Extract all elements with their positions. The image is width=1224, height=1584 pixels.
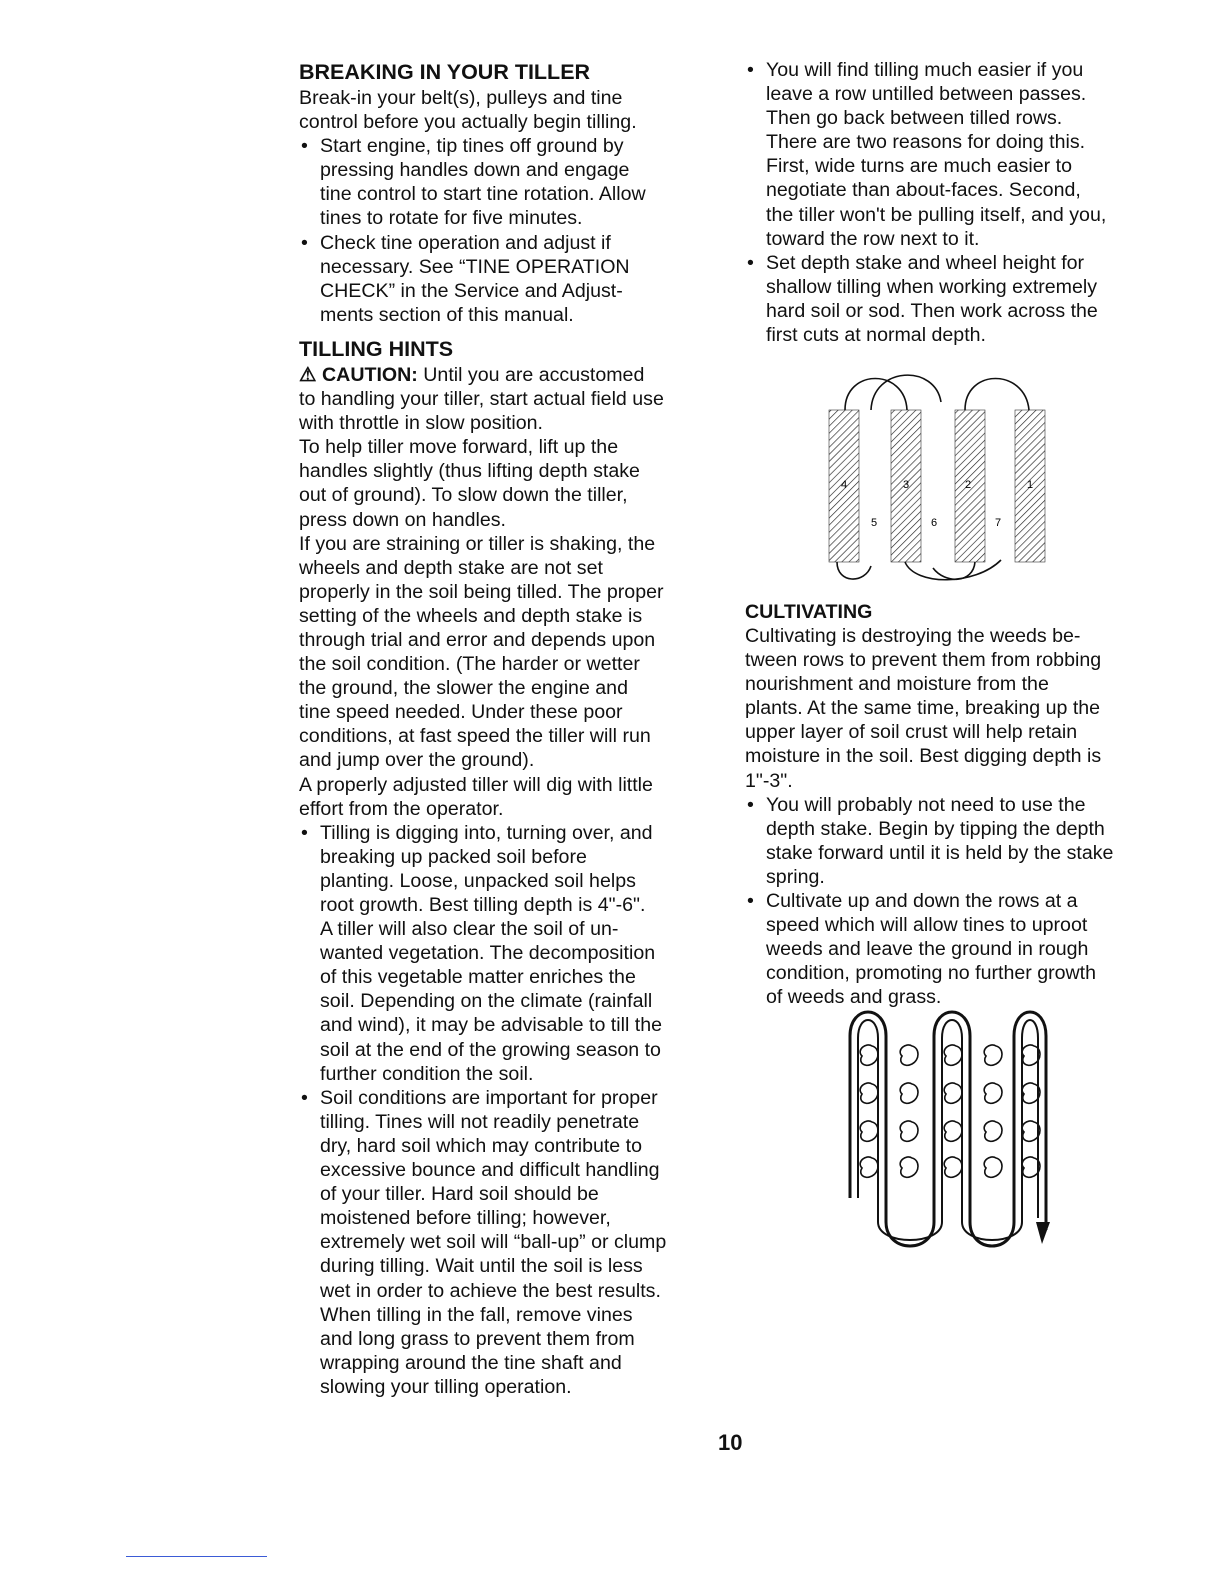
tilling-pattern-diagram — [815, 362, 1055, 588]
line: root growth. Best tilling depth is 4"-6". — [320, 894, 646, 916]
line: further condition the soil. — [320, 1062, 534, 1085]
line: spring. — [766, 865, 825, 888]
line: Break-in your belt(s), pulleys and tine — [299, 87, 623, 109]
line: CHECK” in the Service and Adjust- — [320, 279, 623, 302]
heading-breaking-in: BREAKING IN YOUR TILLER — [299, 60, 591, 84]
line: the tiller won't be pulling itself, and you, — [766, 203, 1107, 226]
line: soil at the end of the growing season to — [320, 1038, 661, 1061]
line: Soil conditions are important for proper — [320, 1086, 658, 1109]
line: tween rows to prevent them from robbing — [745, 649, 1102, 672]
line: conditions, at fast speed the tiller will run — [299, 725, 651, 748]
line: stake forward until it is held by the stake — [766, 841, 1114, 864]
page-number: 10 — [718, 1430, 743, 1455]
line: toward the row next to it. — [766, 227, 980, 250]
line: tilling. Tines will not readily penetrate — [320, 1110, 640, 1133]
line: plants. At the same time, breaking up the — [745, 697, 1101, 720]
line: Until you are accustomed — [423, 363, 645, 386]
line: breaking up packed soil before — [320, 845, 587, 868]
line: upper layer of soil crust will help retain — [745, 721, 1078, 744]
turn-arrow — [905, 560, 1001, 580]
line: setting of the wheels and depth stake is — [299, 604, 643, 627]
line: extremely wet soil will “ball-up” or clump — [320, 1231, 667, 1254]
line: nourishment and moisture from the — [745, 673, 1049, 696]
breakin-bullet-check-tine — [299, 231, 719, 327]
line: depth stake. Begin by tipping the depth — [766, 817, 1105, 840]
line: wrapping around the tine shaft and — [320, 1351, 622, 1374]
line: moisture in the soil. Best digging depth is — [745, 745, 1102, 768]
line: moistened before tilling; however, — [320, 1207, 611, 1230]
turn-arrow — [965, 379, 1029, 411]
line: tine speed needed. Under these poor — [299, 701, 623, 724]
line: through trial and error and depends upon — [299, 628, 656, 651]
arrow-head — [1036, 1222, 1050, 1244]
line: and jump over the ground). — [299, 749, 535, 772]
line: with throttle in slow position. — [299, 412, 543, 435]
line: leave a row untilled between passes. — [766, 83, 1087, 106]
row-number-label: 6 — [931, 517, 938, 529]
line: the soil condition. (The harder or wetter — [299, 653, 640, 676]
line: first cuts at normal depth. — [766, 324, 986, 347]
line: Check tine operation and adjust if — [320, 231, 611, 254]
warning-triangle-icon: ⚠ — [299, 363, 317, 386]
breakin-bullet-start-engine — [299, 134, 719, 230]
line: handles slightly (thus lifting depth stake — [299, 460, 640, 483]
line: of weeds and grass. — [766, 986, 942, 1009]
line: To help tiller move forward, lift up the — [299, 436, 619, 459]
row-number-label: 2 — [965, 479, 972, 491]
line: excessive bounce and difficult handling — [320, 1159, 660, 1182]
line: necessary. See “TINE OPERATION — [320, 255, 630, 278]
line: out of ground). To slow down the tiller, — [299, 484, 628, 507]
line: You will find tilling much easier if you — [766, 59, 1084, 81]
line: slowing your tilling operation. — [320, 1375, 572, 1398]
line: A tiller will also clear the soil of un- — [320, 918, 619, 941]
row-number-label: 5 — [871, 517, 878, 529]
line: wanted vegetation. The decomposition — [320, 942, 656, 965]
bullet-dot: • — [301, 135, 308, 158]
cultivating-bullet-depth-stake — [745, 793, 1160, 889]
footer-rule — [126, 1556, 267, 1557]
line: Cultivating is destroying the weeds be- — [745, 625, 1081, 647]
line: of your tiller. Hard soil should be — [320, 1183, 599, 1206]
line: to handling your tiller, start actual field use — [299, 388, 664, 411]
turn-arrow — [837, 562, 871, 579]
line: negotiate than about-faces. Second, — [766, 179, 1081, 202]
heading-cultivating: CULTIVATING — [745, 601, 873, 623]
left-column — [299, 58, 719, 1399]
bullet-dot: • — [747, 251, 754, 274]
line: during tilling. Wait until the soil is less — [320, 1255, 643, 1278]
line: Start engine, tip tines off ground by — [320, 135, 624, 158]
bullet-dot: • — [301, 1086, 308, 1109]
line: condition, promoting no further growth — [766, 962, 1097, 985]
hint-bullet-soil-conditions — [299, 1086, 719, 1399]
row-number-label: 3 — [903, 479, 910, 491]
line: hard soil or sod. Then work across the — [766, 299, 1098, 322]
line: A properly adjusted tiller will dig with little — [299, 773, 653, 796]
bullet-dot: • — [747, 793, 754, 816]
line: control before you actually begin tilling. — [299, 111, 637, 134]
line: Cultivate up and down the rows at a — [766, 890, 1078, 913]
heading-tilling-hints: TILLING HINTS — [299, 336, 454, 361]
line: dry, hard soil which may contribute to — [320, 1134, 642, 1157]
line: Tilling is digging into, turning over, and — [320, 821, 653, 844]
line: When tilling in the fall, remove vines — [320, 1303, 633, 1326]
line: You will probably not need to use the — [766, 793, 1086, 816]
cultivating-path — [850, 1012, 1046, 1246]
breakin-intro — [299, 86, 719, 134]
line: ments section of this manual. — [320, 303, 574, 326]
line: wet in order to achieve the best results. — [320, 1279, 661, 1302]
line: and wind), it may be advisable to till the — [320, 1014, 662, 1037]
line: Then go back between tilled rows. — [766, 107, 1063, 130]
line: If you are straining or tiller is shaking, the — [299, 532, 656, 555]
line: properly in the soil being tilled. The proper — [299, 580, 664, 603]
cultivating-section — [745, 600, 1160, 1010]
cultivating-bullet-rows — [745, 889, 1160, 1009]
line: effort from the operator. — [299, 797, 504, 820]
line: There are two reasons for doing this. — [766, 131, 1086, 154]
line: First, wide turns are much easier to — [766, 155, 1072, 178]
line: Set depth stake and wheel height for — [766, 251, 1085, 274]
tip-bullet-depth-stake — [745, 251, 1160, 347]
line: planting. Loose, unpacked soil helps — [320, 869, 636, 892]
line: and long grass to prevent them from — [320, 1327, 635, 1350]
line: pressing handles down and engage — [320, 159, 630, 182]
cultivating-paragraph — [745, 624, 1160, 793]
line: wheels and depth stake are not set — [299, 556, 603, 579]
right-column — [745, 58, 1160, 347]
line: tine control to start tine rotation. Allow — [320, 183, 646, 206]
line: press down on handles. — [299, 508, 506, 531]
caution-label: CAUTION: — [322, 363, 418, 386]
line: shallow tilling when working extremely — [766, 275, 1098, 298]
row-number-label: 4 — [841, 479, 848, 491]
turn-arrow — [845, 379, 907, 411]
line: tines to rotate for five minutes. — [320, 207, 583, 230]
line: weeds and leave the ground in rough — [766, 938, 1089, 961]
caution-paragraph — [299, 363, 719, 435]
row-number-label: 1 — [1027, 479, 1034, 491]
straining-paragraph — [299, 532, 719, 773]
bullet-dot: • — [301, 821, 308, 844]
bullet-dot: • — [301, 231, 308, 254]
cultivating-pattern-diagram — [838, 1008, 1060, 1254]
adjusted-paragraph — [299, 773, 719, 821]
tip-bullet-untilled-row — [745, 58, 1160, 251]
line: soil. Depending on the climate (rainfall — [320, 990, 653, 1013]
bullet-dot: • — [747, 59, 754, 81]
line: of this vegetable matter enriches the — [320, 966, 636, 989]
line: speed which will allow tines to uproot — [766, 914, 1088, 937]
row-number-label: 7 — [995, 517, 1002, 529]
forward-paragraph — [299, 435, 719, 531]
hint-bullet-tilling — [299, 821, 719, 1086]
line: 1"-3". — [745, 769, 793, 792]
bullet-dot: • — [747, 890, 754, 913]
line: the ground, the slower the engine and — [299, 677, 628, 700]
